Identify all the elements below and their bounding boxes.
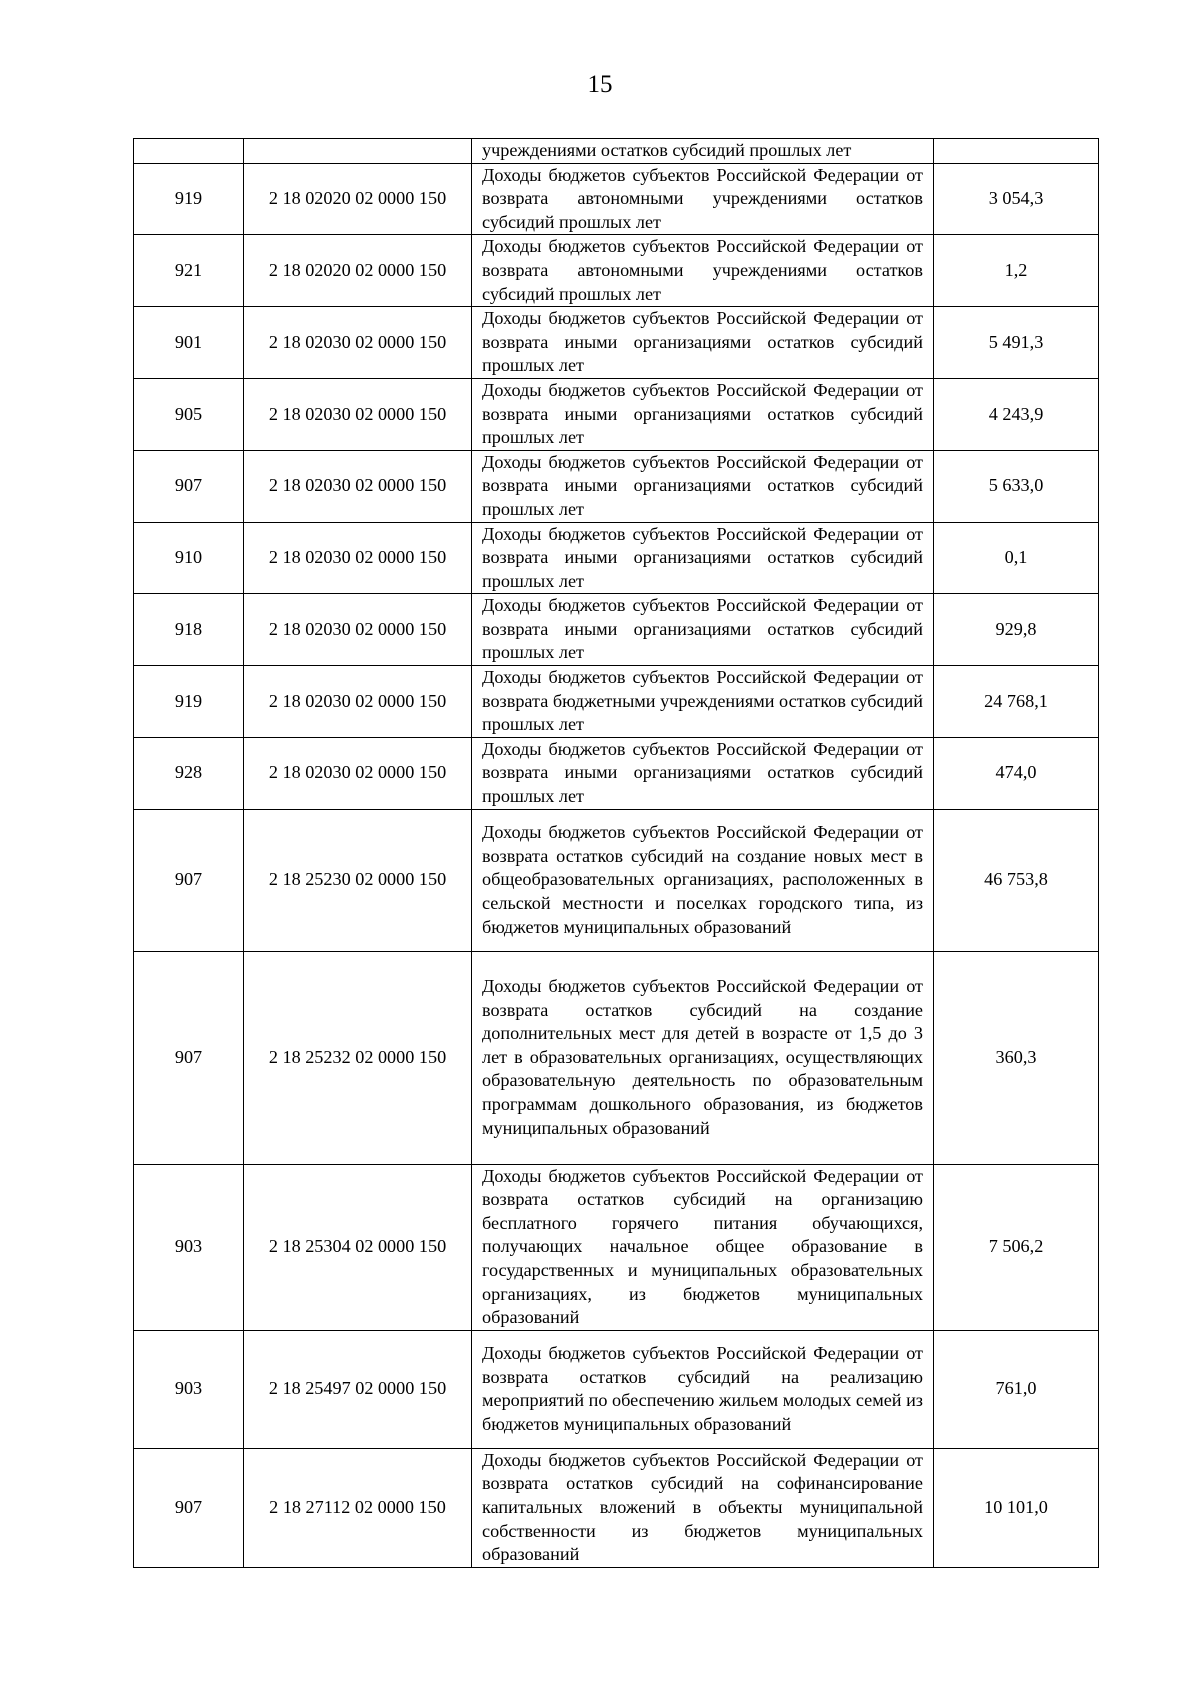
revenue-code-cell: 2 18 25497 02 0000 150 [244, 1330, 472, 1448]
revenue-code-cell: 2 18 02030 02 0000 150 [244, 450, 472, 522]
admin-code-cell: 910 [134, 522, 244, 594]
admin-code-cell: 919 [134, 666, 244, 738]
table-row [134, 951, 1099, 1164]
amount-cell: 761,0 [934, 1330, 1099, 1448]
table-row [134, 737, 1099, 809]
amount-cell: 7 506,2 [934, 1164, 1099, 1330]
admin-code-cell: 903 [134, 1164, 244, 1330]
revenue-name-cell: Доходы бюджетов субъектов Российской Федерации от возврата иными организациями остатков субсидий прошлых лет [472, 737, 934, 809]
table-row [134, 378, 1099, 450]
amount-cell: 10 101,0 [934, 1448, 1099, 1567]
admin-code-cell: 928 [134, 737, 244, 809]
page-number: 15 [587, 71, 613, 98]
admin-code-cell: 905 [134, 378, 244, 450]
amount-cell [934, 139, 1099, 164]
revenue-name-cell: Доходы бюджетов субъектов Российской Федерации от возврата иными организациями остатков субсидий прошлых лет [472, 307, 934, 379]
admin-code-cell: 907 [134, 951, 244, 1164]
table-row [134, 809, 1099, 951]
revenue-name-cell: Доходы бюджетов субъектов Российской Федерации от возврата иными организациями остатков субсидий прошлых лет [472, 450, 934, 522]
revenue-code-cell: 2 18 02030 02 0000 150 [244, 737, 472, 809]
admin-code-cell: 907 [134, 450, 244, 522]
admin-code-cell: 918 [134, 594, 244, 666]
revenue-name-cell: Доходы бюджетов субъектов Российской Федерации от возврата иными организациями остатков субсидий прошлых лет [472, 594, 934, 666]
table-row [134, 522, 1099, 594]
admin-code-cell: 901 [134, 307, 244, 379]
table-row [134, 307, 1099, 379]
revenue-name-cell: Доходы бюджетов субъектов Российской Федерации от возврата иными организациями остатков субсидий прошлых лет [472, 522, 934, 594]
revenue-code-cell: 2 18 02030 02 0000 150 [244, 307, 472, 379]
budget-table [133, 138, 1099, 1568]
amount-cell: 474,0 [934, 737, 1099, 809]
revenue-code-cell: 2 18 25304 02 0000 150 [244, 1164, 472, 1330]
revenue-name-cell: Доходы бюджетов субъектов Российской Федерации от возврата остатков субсидий на создание новых мест в общеобразовательных организациях, расположенных в сельской местности и поселках городского типа, из бюджетов муниципальных образований [472, 809, 934, 951]
amount-cell: 5 491,3 [934, 307, 1099, 379]
table-row [134, 594, 1099, 666]
table-row [134, 235, 1099, 307]
table-row [134, 666, 1099, 738]
table-row [134, 163, 1099, 235]
amount-cell: 3 054,3 [934, 163, 1099, 235]
revenue-name-cell: Доходы бюджетов субъектов Российской Федерации от возврата бюджетными учреждениями остатков субсидий прошлых лет [472, 666, 934, 738]
revenue-name-cell: Доходы бюджетов субъектов Российской Федерации от возврата иными организациями остатков субсидий прошлых лет [472, 378, 934, 450]
revenue-code-cell: 2 18 02030 02 0000 150 [244, 666, 472, 738]
revenue-name-cell: Доходы бюджетов субъектов Российской Федерации от возврата остатков субсидий на создание дополнительных мест для детей в возрасте от 1,5 до 3 лет в образовательных организациях, осуществляющих образовательную деятельность по образовательным программам дошкольного образования, из бюджетов муниципальных образований [472, 951, 934, 1164]
revenue-code-cell: 2 18 02030 02 0000 150 [244, 378, 472, 450]
admin-code-cell: 921 [134, 235, 244, 307]
amount-cell: 24 768,1 [934, 666, 1099, 738]
admin-code-cell: 907 [134, 809, 244, 951]
amount-cell: 4 243,9 [934, 378, 1099, 450]
admin-code-cell: 907 [134, 1448, 244, 1567]
revenue-code-cell [244, 139, 472, 164]
amount-cell: 929,8 [934, 594, 1099, 666]
revenue-name-cell: Доходы бюджетов субъектов Российской Федерации от возврата автономными учреждениями остатков субсидий прошлых лет [472, 235, 934, 307]
admin-code-cell [134, 139, 244, 164]
amount-cell: 1,2 [934, 235, 1099, 307]
revenue-code-cell: 2 18 02020 02 0000 150 [244, 235, 472, 307]
table-row [134, 1330, 1099, 1448]
revenue-name-cell: Доходы бюджетов субъектов Российской Федерации от возврата автономными учреждениями остатков субсидий прошлых лет [472, 163, 934, 235]
revenue-name-cell: Доходы бюджетов субъектов Российской Федерации от возврата остатков субсидий на софинансирование капитальных вложений в объекты муниципальной собственности из бюджетов муниципальных образований [472, 1448, 934, 1567]
table-row [134, 139, 1099, 164]
table-row [134, 1448, 1099, 1567]
amount-cell: 360,3 [934, 951, 1099, 1164]
table-row [134, 1164, 1099, 1330]
revenue-code-cell: 2 18 02020 02 0000 150 [244, 163, 472, 235]
revenue-code-cell: 2 18 02030 02 0000 150 [244, 594, 472, 666]
admin-code-cell: 903 [134, 1330, 244, 1448]
table-row [134, 450, 1099, 522]
revenue-code-cell: 2 18 25230 02 0000 150 [244, 809, 472, 951]
revenue-name-cell: Доходы бюджетов субъектов Российской Федерации от возврата остатков субсидий на организацию бесплатного горячего питания обучающихся, получающих начальное общее образование в государственных и муниципальных образовательных организациях, из бюджетов муниципальных образований [472, 1164, 934, 1330]
revenue-name-cell: учреждениями остатков субсидий прошлых лет [472, 139, 934, 164]
amount-cell: 0,1 [934, 522, 1099, 594]
amount-cell: 5 633,0 [934, 450, 1099, 522]
amount-cell: 46 753,8 [934, 809, 1099, 951]
revenue-code-cell: 2 18 27112 02 0000 150 [244, 1448, 472, 1567]
admin-code-cell: 919 [134, 163, 244, 235]
revenue-code-cell: 2 18 02030 02 0000 150 [244, 522, 472, 594]
revenue-code-cell: 2 18 25232 02 0000 150 [244, 951, 472, 1164]
revenue-name-cell: Доходы бюджетов субъектов Российской Федерации от возврата остатков субсидий на реализацию мероприятий по обеспечению жильем молодых семей из бюджетов муниципальных образований [472, 1330, 934, 1448]
